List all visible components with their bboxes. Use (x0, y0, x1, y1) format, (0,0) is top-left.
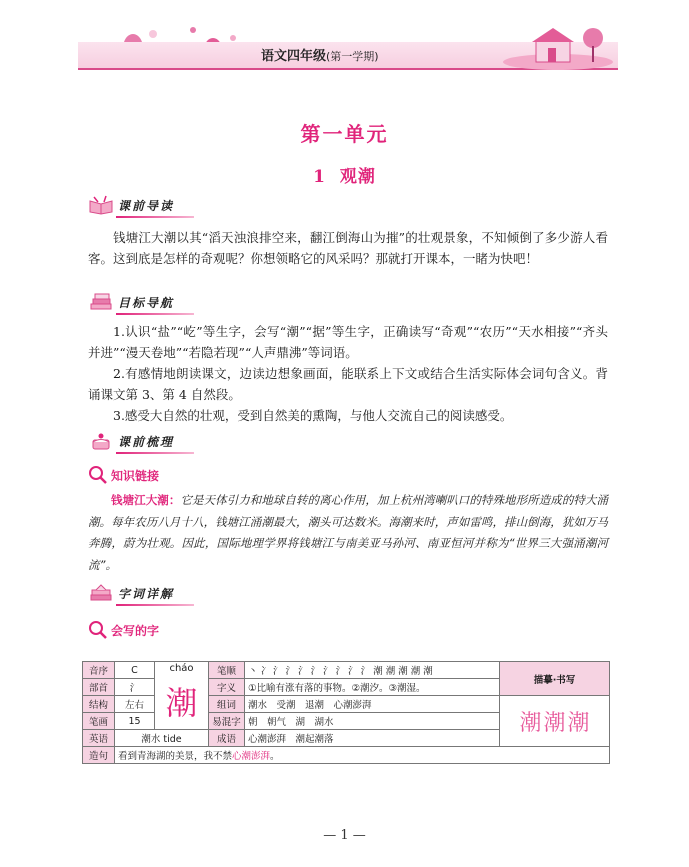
value-words: 潮水 受潮 退潮 心潮澎湃 (245, 696, 500, 713)
value-confusing: 朝 朝气 湖 湖水 (245, 713, 500, 730)
section-vocab-heading (88, 582, 174, 604)
value-stroke-order: 丶 冫 氵 氵 氵 氵 氵 氵 氵 氵 潮 潮 潮 潮 潮 (245, 662, 500, 679)
value-strokes: 15 (115, 713, 155, 730)
tracing-area[interactable] (500, 696, 610, 747)
magnifier-icon (88, 620, 108, 640)
goals-list (88, 321, 608, 426)
sentence-highlight: 心潮澎湃 (232, 751, 271, 762)
label-idiom: 成语 (209, 730, 245, 747)
section-underline (116, 313, 194, 315)
goal-item: 3.感受大自然的壮观，受到自然美的熏陶，与他人交流自己的阅读感受。 (113, 408, 513, 423)
label-sentence: 造句 (83, 747, 115, 764)
page-number: — 1 — (323, 828, 366, 843)
preview-text: 钱塘江大潮以其“滔天浊浪排空来，翻江倒海山为摧”的壮观景象，不知倾倒了多少游人看客。这到底是怎样的奇观呢？你想领略它的风采吗？那就打开课本，一睹为快吧！ (88, 230, 608, 266)
lesson-title (0, 162, 689, 187)
section-vocab-label: 字词详解 (118, 586, 175, 601)
big-character: 潮 (165, 683, 198, 722)
label-initial: 音序 (83, 662, 115, 679)
label-strokes: 笔画 (83, 713, 115, 730)
section-preview-label: 课前导读 (118, 198, 175, 213)
knowledge-heading (88, 465, 159, 485)
label-english: 英语 (83, 730, 115, 747)
value-initial: C (115, 662, 155, 679)
house-decoration-icon (498, 20, 618, 70)
lesson-name: 观潮 (339, 167, 376, 187)
trace-character: 潮 (567, 710, 590, 736)
page-header (78, 20, 618, 72)
knowledge-term: 钱塘江大潮： (111, 493, 181, 507)
unit-title: 第一单元 (300, 122, 389, 146)
label-order: 笔顺 (209, 662, 245, 679)
magnifier-icon (88, 465, 108, 485)
big-character-cell (155, 662, 209, 730)
trace-character: 潮 (543, 710, 566, 736)
lesson-number: 1 (313, 167, 326, 187)
value-english: 潮水 tide (115, 730, 209, 747)
copy-heading: 描摹·书写 (500, 662, 610, 696)
section-goals-heading (88, 291, 174, 313)
pinyin: cháo (169, 663, 194, 674)
value-meaning: ①比喻有涨有落的事物。②潮汐。③潮湿。 (245, 679, 500, 696)
section-review-heading (88, 430, 174, 452)
sentence-suffix: 。 (270, 751, 280, 762)
section-underline (116, 452, 194, 454)
header-subtitle: (第一学期) (326, 50, 379, 63)
section-underline (116, 604, 194, 606)
character-table (82, 661, 610, 764)
value-sentence (115, 747, 610, 764)
header-title-text: 语文四年级 (261, 49, 327, 64)
trace-character: 潮 (519, 710, 542, 736)
label-structure: 结构 (83, 696, 115, 713)
books-icon (88, 583, 114, 603)
goal-item: 2.有感情地朗读课文，边读边想象画面，能联系上下文或结合生活实际体会词句含义。背诵课文第 3、第 4 自然段。 (88, 366, 608, 402)
preview-paragraph (88, 227, 608, 269)
cake-icon (88, 431, 114, 451)
writing-heading (88, 620, 159, 640)
section-preview-heading (88, 194, 174, 216)
knowledge-label: 知识链接 (111, 468, 160, 483)
value-radical: 氵 (115, 679, 155, 696)
book-stack-icon (88, 292, 114, 312)
section-underline (116, 216, 194, 218)
value-structure: 左右 (115, 696, 155, 713)
section-goals-label: 目标导航 (118, 295, 175, 310)
open-book-icon (88, 195, 114, 215)
label-confusing: 易混字 (209, 713, 245, 730)
sentence-prefix: 看到青海湖的美景，我不禁 (118, 751, 233, 762)
goal-item: 1.认识“盐”“屹”等生字，会写“潮”“据”等生字，正确读写“奇观”“农历”“天水相接”“齐头并进”“漫天卷地”“若隐若现”“人声鼎沸”等词语。 (88, 324, 608, 360)
label-meaning: 字义 (209, 679, 245, 696)
label-radical: 部首 (83, 679, 115, 696)
writing-label: 会写的字 (111, 623, 160, 638)
value-idiom: 心潮澎湃 潮起潮落 (245, 730, 500, 747)
section-review-label: 课前梳理 (118, 434, 175, 449)
label-words: 组词 (209, 696, 245, 713)
header-title (261, 45, 379, 64)
knowledge-text: 它是天体引力和地球自转的离心作用，加上杭州湾喇叭口的特殊地形所造成的特大涌潮。每年农历八月十八，钱塘江涌潮最大，潮头可达数米。海潮来时，声如雷鸣，排山倒海，犹如万马奔腾，蔚为壮观。因此，国际地理学界将钱塘江与南美亚马孙河、南亚恒河并称为“世界三大强涌潮河流”。 (88, 493, 608, 572)
knowledge-paragraph (88, 490, 608, 576)
